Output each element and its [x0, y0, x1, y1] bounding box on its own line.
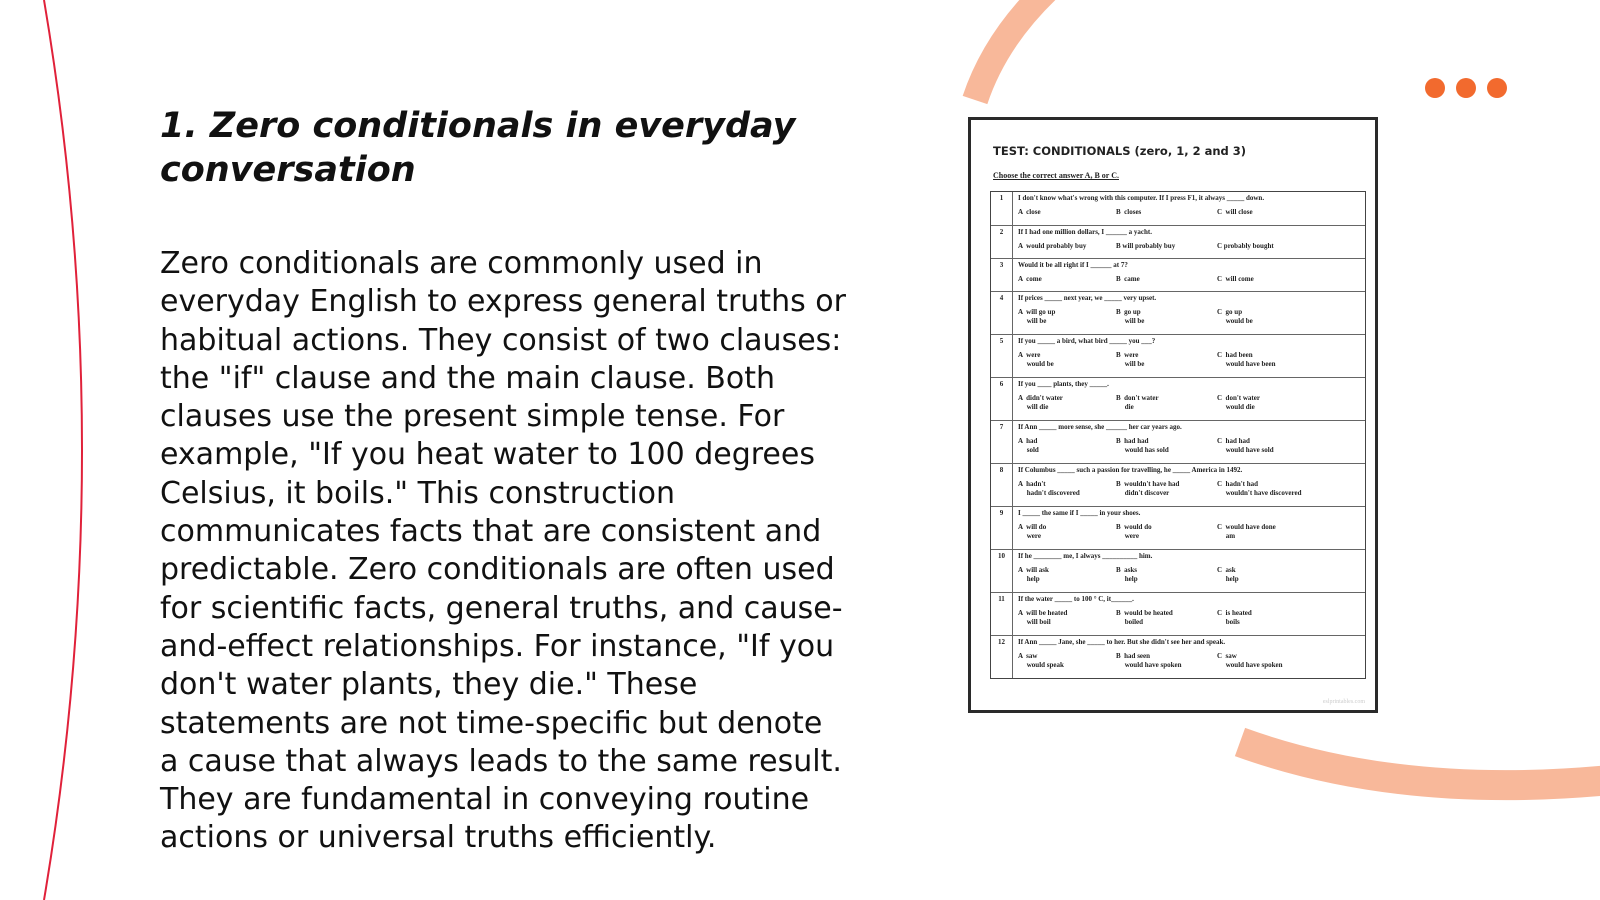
worksheet-watermark: eslprintables.com	[1322, 699, 1365, 705]
option-b: B came	[1116, 275, 1140, 283]
question-text: If you ____ plants, they _____.	[1018, 380, 1109, 388]
worksheet-question-row	[991, 506, 1365, 549]
option-b: B had had would has sold	[1116, 437, 1169, 454]
dot-icon	[1487, 78, 1507, 98]
option-b: B would be heated boiled	[1116, 609, 1173, 626]
option-a: A will go up will be	[1018, 308, 1056, 325]
option-c: C probably bought	[1217, 242, 1274, 250]
worksheet-title: TEST: CONDITIONALS (zero, 1, 2 and 3)	[993, 144, 1247, 158]
option-a: A will ask help	[1018, 566, 1049, 583]
question-text: If the water _____ to 100 ° C, it______.	[1018, 595, 1134, 603]
option-b: B don't water die	[1116, 394, 1159, 411]
question-number: 9	[991, 507, 1013, 549]
left-curve-line	[44, 0, 82, 900]
worksheet-question-row	[991, 258, 1365, 291]
option-a: A saw would speak	[1018, 652, 1064, 669]
top-orange-arc	[975, 0, 1047, 100]
question-text: If Columbus _____ such a passion for travelling, he _____ America in 1492.	[1018, 466, 1243, 474]
option-b: B had seen would have spoken	[1116, 652, 1182, 669]
dot-icon	[1425, 78, 1445, 98]
option-a: A had sold	[1018, 437, 1039, 454]
option-c: C would have done am	[1217, 523, 1276, 540]
worksheet-question-row	[991, 377, 1365, 420]
question-number: 12	[991, 636, 1013, 678]
option-c: C don't water would die	[1217, 394, 1260, 411]
worksheet-question-row	[991, 463, 1365, 506]
worksheet-question-row	[991, 192, 1365, 225]
question-number: 7	[991, 421, 1013, 463]
option-b: B closes	[1116, 208, 1142, 216]
option-c: C will close	[1217, 208, 1253, 216]
option-a: A close	[1018, 208, 1041, 216]
worksheet-question-row	[991, 225, 1365, 258]
question-number: 10	[991, 550, 1013, 592]
slide-title: 1. Zero conditionals in everyday conversation	[160, 106, 796, 190]
worksheet-question-row	[991, 549, 1365, 592]
question-text: Would it be all right if I ______ at 7?	[1018, 261, 1128, 269]
option-a: A would probably buy	[1018, 242, 1087, 250]
worksheet-question-row	[991, 420, 1365, 463]
worksheet-question-row	[991, 592, 1365, 635]
question-text: If you _____ a bird, what bird _____ you ___?	[1018, 337, 1156, 345]
option-a: A were would be	[1018, 351, 1054, 368]
question-text: I _____ the same if I _____ in your shoes.	[1018, 509, 1141, 517]
slide-body-text: Zero conditionals are commonly used in everyday English to express general truths or habitual actions. They consist of two clauses: the "if" clause and the main clause. Both clauses use the present simple tense. For example, "If you heat water to 100 degrees Celsius, it boils." This construction communicates facts that are consistent and predictable. Zero conditionals are often used for scientific facts, general truths, and cause-and-effect relationships. For instance, "If you don't water plants, they die." These statements are not time-specific but denote a cause that always leads to the same result. They are fundamental in conveying routine actions or universal truths efficiently.	[160, 246, 846, 856]
worksheet-question-row	[991, 635, 1365, 678]
worksheet-instruction: Choose the correct answer A, B or C.	[993, 171, 1119, 180]
option-c: C ask help	[1217, 566, 1239, 583]
question-text: If Ann _____ more sense, she ______ her car years ago.	[1018, 423, 1182, 431]
option-c: C had had would have sold	[1217, 437, 1274, 454]
menu-dots	[1425, 78, 1507, 98]
question-text: I don't know what's wrong with this computer. If I press F1, it always _____ down.	[1018, 194, 1265, 202]
question-number: 8	[991, 464, 1013, 506]
option-c: C hadn't had wouldn't have discovered	[1217, 480, 1302, 497]
question-number: 4	[991, 292, 1013, 334]
question-number: 1	[991, 192, 1013, 225]
option-a: A will do were	[1018, 523, 1047, 540]
worksheet-table	[990, 191, 1366, 679]
question-number: 5	[991, 335, 1013, 377]
option-c: C had been would have been	[1217, 351, 1276, 368]
question-number: 2	[991, 226, 1013, 258]
option-b: B asks help	[1116, 566, 1138, 583]
option-b: B will probably buy	[1116, 242, 1176, 250]
question-text: If prices _____ next year, we _____ very upset.	[1018, 294, 1157, 302]
dot-icon	[1456, 78, 1476, 98]
option-b: B would do were	[1116, 523, 1152, 540]
option-c: C will come	[1217, 275, 1254, 283]
bottom-orange-arc	[1240, 742, 1600, 785]
option-c: C go up would be	[1217, 308, 1253, 325]
question-number: 11	[991, 593, 1013, 635]
option-a: A didn't water will die	[1018, 394, 1063, 411]
worksheet-question-row	[991, 291, 1365, 334]
worksheet-question-row	[991, 334, 1365, 377]
question-text: If I had one million dollars, I ______ a yacht.	[1018, 228, 1152, 236]
option-a: A come	[1018, 275, 1042, 283]
question-text: If he ________ me, I always __________ him.	[1018, 552, 1153, 560]
option-a: A hadn't hadn't discovered	[1018, 480, 1080, 497]
option-b: B go up will be	[1116, 308, 1145, 325]
question-text: If Ann _____ Jane, she _____ to her. But she didn't see her and speak.	[1018, 638, 1226, 646]
option-b: B were will be	[1116, 351, 1145, 368]
option-c: C saw would have spoken	[1217, 652, 1283, 669]
option-b: B wouldn't have had didn't discover	[1116, 480, 1180, 497]
worksheet-image	[968, 117, 1378, 713]
question-number: 6	[991, 378, 1013, 420]
option-c: C is heated boils	[1217, 609, 1252, 626]
question-number: 3	[991, 259, 1013, 291]
option-a: A will be heated will boil	[1018, 609, 1068, 626]
